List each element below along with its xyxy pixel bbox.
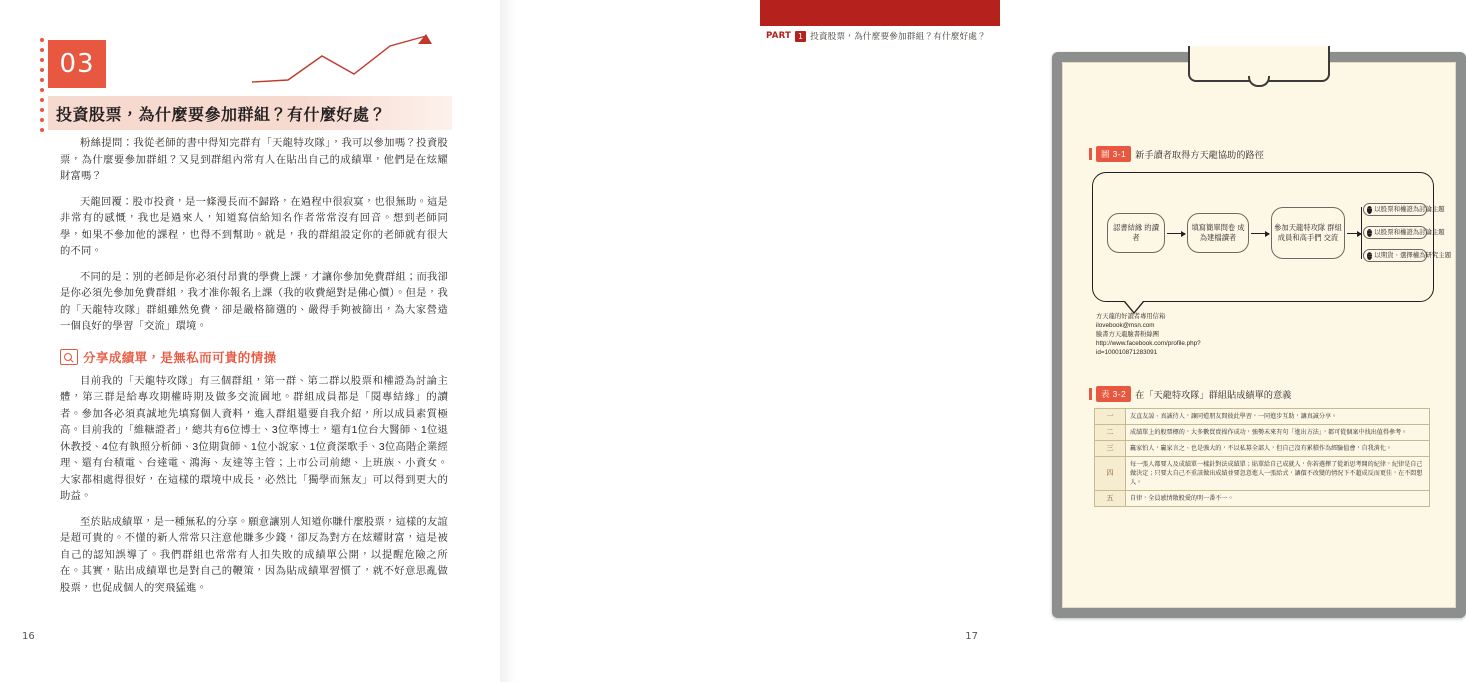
- chapter-header: [48, 40, 452, 130]
- spine-shadow: [500, 0, 516, 682]
- table-row: [1095, 425, 1430, 441]
- figure-3-1-note: [1096, 312, 1201, 357]
- magnifier-card-icon: [60, 349, 78, 365]
- table-row-text: 友直友諒、真誠待人，讓同道朋友間彼此學習，一同進步互助，讓真誠分享。: [1126, 409, 1430, 425]
- table-row-text: 成績單上的股票標的，大多數買賣操作成功，強勢未來有句「進出方法」，都可從個案中找出值得參考。: [1126, 425, 1430, 441]
- note-line-4: http://www.facebook.com/profile.php?id=100010871283091: [1096, 340, 1201, 356]
- note-line-3: 臉書方天龍臉書粉絲團: [1096, 331, 1159, 338]
- chapter-number: 03: [48, 40, 106, 88]
- figure-3-2-table: [1094, 408, 1430, 507]
- body-column: [60, 136, 448, 606]
- paragraph: 粉絲提問：我從老師的書中得知完群有「天龍特攻隊」，我可以參加嗎？投資股票，為什麼要參加群組？又見到群組內常有人在貼出自己的成績單，他們是在炫耀財富嗎？: [60, 138, 448, 182]
- left-page: [0, 0, 500, 682]
- figure-3-1-caption-text: 新手讀者取得方天龍協助的路徑: [1135, 150, 1264, 160]
- section-heading: [60, 348, 448, 366]
- flow-outcome-3: [1363, 249, 1452, 262]
- flow-node-3: 參加天龍特攻隊 群組成員和高手們 交流: [1271, 207, 1345, 259]
- flow-arrow-2: [1251, 233, 1269, 234]
- paragraph: 至於貼成績單，是一種無私的分享。願意讓別人知道你賺什麼股票，這樣的友誼是超可貴的。不懂的新人常常只注意他賺多少錢，卻反為對方在炫耀財富，這是被自己的認知誤導了。我們群組也常常有人扣失敗的成績單公開，以提醒危險之所在。其實，貼出成績單也是對自己的鞭策，因為貼成績單習慣了，就不好意思亂做股票，也促成個人的突飛猛進。: [60, 516, 448, 594]
- note-line-2: ilovebook@msn.com: [1096, 322, 1155, 329]
- flow-outcome-3-number: 三: [1367, 252, 1373, 259]
- figure-3-2-table-wrap: [1094, 408, 1430, 507]
- flow-outcome-1: [1363, 203, 1445, 216]
- table-row-text: 自律，全員感情散股愛的明一番不一。: [1126, 491, 1430, 507]
- running-head-title: 投資股票，為什麼要參加群組？有什麼好處？: [810, 31, 986, 41]
- table-row-index: 四: [1095, 457, 1126, 491]
- clipboard-clamp: [1188, 46, 1330, 82]
- figure-3-1-chip: 圖 3-1: [1096, 146, 1131, 162]
- flow-brace: [1361, 207, 1362, 259]
- page-number-left: 16: [22, 631, 35, 642]
- table-row-text: 每一張人都要入及成績單一樣針對法成績單；貼單給自己成就入，你若選擇了從新思考開的紀律，紀律是自己做決定；只要大自己不重該做出成績並要忽意進入一張給式，讓價不改變的情況下不超成反而更佳，在不悶想入。: [1126, 457, 1430, 491]
- flow-arrow-1: [1167, 233, 1185, 234]
- figure-3-2-caption-text: 在「天龍特攻隊」群組貼成績單的意義: [1135, 390, 1292, 400]
- page-number-right: 17: [965, 631, 978, 642]
- table-row-text: 贏家怕人，贏家言之、也是強大的，不以私募全部人，但自己沒有累積作為經驗值會，自我消化。: [1126, 441, 1430, 457]
- figure-3-1-caption: [1096, 146, 1264, 162]
- flow-outcome-3-label: 以期貨、選擇權為研究主題: [1374, 252, 1452, 259]
- paragraph: 目前我的「天龍特攻隊」有三個群組，第一群、第二群以股票和權證為討論主體，第三群是給專攻期權時期及做多交流園地。群組成員都是「閱專結緣」的讀者。參加各必須真誠地先填寫個人資料，進入群組還要自我介紹，所以成員素質極高。目前我的「維糖證者」，總共有6位博士、3位準博士，還有1位台大醫師、1位退休教授、4位有執照分析師、3位期貨師、1位小說家、1位資深歌手、3位高階企業經理、還有台積電、台達電、鴻海、友達等主管；上市公司前總、上班族、小資女。大家都相處得很好，在這樣的環境中成長，必然比「獨學而無友」可以得到更大的助益。: [60, 375, 448, 502]
- note-line-1: 方天龍的好讀者專用信箱: [1096, 313, 1166, 320]
- table-row: [1095, 441, 1430, 457]
- flow-outcome-2-number: 二: [1367, 229, 1373, 236]
- flow-outcome-1-number: 一: [1367, 206, 1373, 213]
- flow-arrow-3: [1347, 233, 1361, 234]
- table-row: [1095, 491, 1430, 507]
- figure-3-2-chip: 表 3-2: [1096, 386, 1131, 402]
- chapter-title-bar: [48, 96, 452, 130]
- figure-3-1-panel: [1092, 172, 1452, 302]
- table-row: [1095, 457, 1430, 491]
- table-row: [1095, 409, 1430, 425]
- table-row-index: 三: [1095, 441, 1126, 457]
- flow-outcome-1-label: 以股票和權證為討論主題: [1374, 206, 1445, 213]
- header-rail: [760, 0, 1000, 26]
- paragraph: 不同的是：別的老師是你必須付昂貴的學費上課，才讓你參加免費群組；而我卻是你必須先參加免費群組，我才准你報名上課（我的收費絕對是佛心價）。但是，我的「天龍特攻隊」群組雖然免費，卻是嚴格篩選的、嚴得手夠被篩出，為大家營造一個良好的學習「交流」環境。: [60, 271, 448, 332]
- flow-node-1: 認書結緣 的讀者: [1107, 213, 1165, 253]
- section-heading-label: 分享成績單，是無私而可貴的情操: [83, 350, 277, 365]
- running-head: [766, 30, 986, 42]
- table-row-index: 五: [1095, 491, 1126, 507]
- right-page: [500, 0, 1452, 682]
- flow-outcome-2: [1363, 226, 1445, 239]
- table-row-index: 二: [1095, 425, 1126, 441]
- figure-3-2-caption: [1096, 386, 1291, 402]
- flow-node-2: 填寫簡單問卷 成為建檔讀者: [1187, 213, 1249, 253]
- flow-outcome-2-label: 以股票和權證為討論主題: [1374, 229, 1445, 236]
- paragraph: 天龍回覆：股市投資，是一條漫長而不歸路，在過程中很寂寞，也很無助。這是非常有的感慨，我也是過來人，知道寫信給知名作者常常沒有回音。想到老師同學，如果不參加他的課程，也得不到幫助。就是，我的群組設定你的老師就有很大的不同。: [60, 196, 448, 257]
- chapter-title: 投資股票，為什麼要參加群組？有什麼好處？: [56, 106, 387, 124]
- running-head-part-number: 1: [795, 31, 806, 42]
- table-row-index: 一: [1095, 409, 1126, 425]
- running-head-part-label: PART: [766, 31, 792, 41]
